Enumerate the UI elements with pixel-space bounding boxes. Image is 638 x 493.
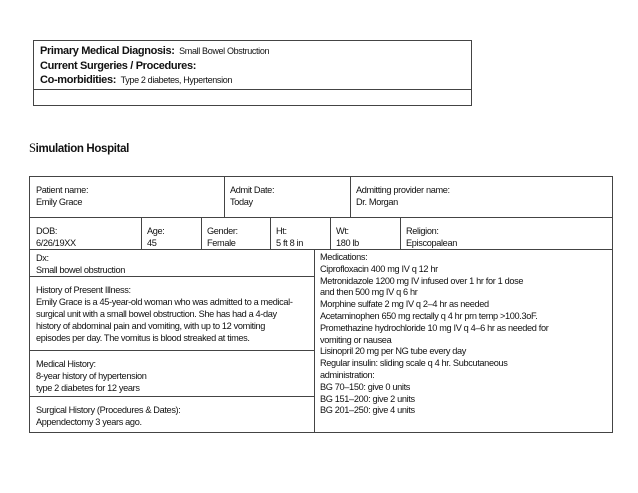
admit-date-value: Today (230, 197, 253, 207)
medications-cell (314, 249, 612, 417)
surgical-history-cell (30, 396, 314, 428)
gender-cell (201, 217, 270, 249)
dx-value: Small bowel obstruction (36, 265, 125, 275)
medication-line: BG 151–200: give 2 units (320, 393, 415, 404)
admit-date-label: Admit Date: (230, 185, 275, 195)
medical-history-line: 8-year history of hypertension (36, 371, 147, 381)
medication-line: BG 70–150: give 0 units (320, 381, 411, 392)
medication-line: Regular insulin: sliding scale q 4 hr. Subcutaneous (320, 358, 508, 369)
diagnosis-divider (34, 89, 471, 90)
medication-line: Ciprofloxacin 400 mg IV q 12 hr (320, 263, 438, 274)
patient-name-value: Emily Grace (36, 197, 83, 207)
admitting-provider-cell (350, 177, 612, 208)
medical-history-line: type 2 diabetes for 12 years (36, 383, 140, 393)
medication-line: Lisinopril 20 mg per NG tube every day (320, 346, 467, 357)
height-value: 5 ft 8 in (276, 238, 303, 248)
admitting-provider-label: Admitting provider name: (356, 185, 450, 195)
current-surgeries-row (40, 60, 196, 72)
gender-label: Gender: (207, 226, 238, 236)
hpi-line: episodes per day. The vomitus is blood streaked at times. (36, 333, 250, 343)
comorbidities-row (40, 74, 232, 86)
religion-label: Religion: (406, 226, 439, 236)
age-value: 45 (147, 238, 157, 248)
hpi-label: History of Present Illness: (36, 285, 131, 295)
medication-line: administration: (320, 369, 375, 380)
medical-history-label: Medical History: (36, 359, 96, 369)
patient-name-cell (30, 177, 224, 208)
height-cell (270, 217, 330, 249)
medication-line: Morphine sulfate 2 mg IV q 2–4 hr as needed (320, 299, 489, 310)
weight-cell (330, 217, 400, 249)
comorbidities-value: Type 2 diabetes, Hypertension (120, 75, 233, 85)
medication-line: and then 500 mg IV q 6 hr (320, 287, 418, 298)
primary-diagnosis-value: Small Bowel Obstruction (179, 46, 270, 56)
hpi-cell (30, 276, 314, 344)
religion-value: Episcopalean (406, 238, 457, 248)
medications-label: Medications: (320, 252, 368, 262)
admitting-provider-value: Dr. Morgan (356, 197, 398, 207)
current-surgeries-label: Current Surgeries / Procedures: (40, 60, 197, 72)
religion-cell (400, 217, 612, 249)
comorbidities-label: Co-morbidities: (40, 74, 117, 86)
age-label: Age: (147, 226, 165, 236)
surgical-history-value: Appendectomy 3 years ago. (36, 417, 142, 427)
surgical-history-label: Surgical History (Procedures & Dates): (36, 405, 181, 415)
hospital-title (29, 141, 129, 156)
hospital-title-rest: imulation Hospital (35, 143, 129, 155)
age-cell (141, 217, 201, 249)
medical-history-cell (30, 350, 314, 394)
diagnosis-box (33, 40, 472, 106)
hospital-title-initial: S (29, 141, 36, 155)
patient-info-table (29, 176, 613, 433)
medication-line: vomiting or nausea (320, 334, 392, 345)
weight-label: Wt: (336, 226, 349, 236)
patient-name-label: Patient name: (36, 185, 89, 195)
gender-value: Female (207, 238, 236, 248)
dob-value: 6/26/19XX (36, 238, 76, 248)
medication-line: Acetaminophen 650 mg rectally q 4 hr prn temp >100.3oF. (320, 310, 538, 321)
dx-cell (30, 249, 314, 276)
height-label: Ht: (276, 226, 287, 236)
primary-diagnosis-row (40, 45, 269, 57)
hpi-line: surgical unit with a small bowel obstruction. She has had a 4-day (36, 309, 277, 319)
weight-value: 180 lb (336, 238, 359, 248)
dob-cell (30, 217, 141, 249)
medication-line: Promethazine hydrochloride 10 mg IV q 4–6 hr as needed for (320, 322, 549, 333)
dx-label: Dx: (36, 253, 49, 263)
medication-line: Metronidazole 1200 mg IV infused over 1 hr for 1 dose (320, 275, 524, 286)
primary-diagnosis-label: Primary Medical Diagnosis: (40, 45, 175, 57)
hpi-line: Emily Grace is a 45-year-old woman who was admitted to a medical- (36, 297, 293, 307)
dob-label: DOB: (36, 226, 58, 236)
medication-line: BG 201–250: give 4 units (320, 405, 415, 416)
hpi-line: history of abdominal pain and vomiting, with up to 12 vomiting (36, 321, 266, 331)
admit-date-cell (224, 177, 350, 208)
